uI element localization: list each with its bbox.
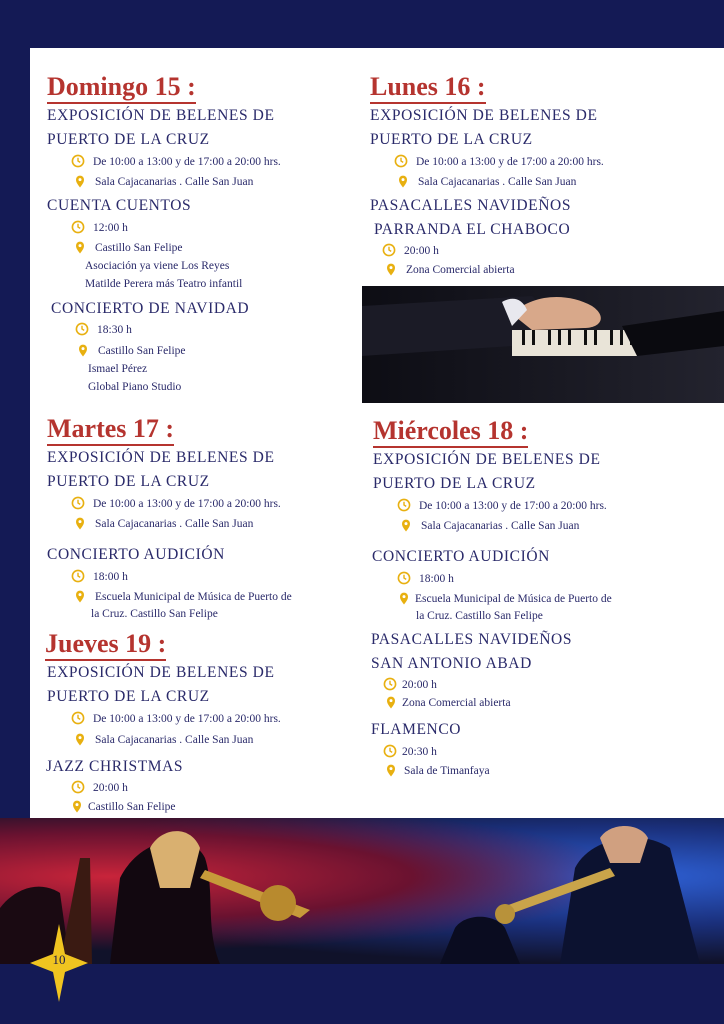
event-name-line2: PUERTO DE LA CRUZ <box>47 688 210 705</box>
clock-icon <box>397 571 411 585</box>
event-pasacalles <box>371 628 572 676</box>
event-place <box>70 798 176 816</box>
place-text: Castillo San Felipe <box>98 345 186 357</box>
place-text: Sala Cajacanarias . Calle San Juan <box>95 518 254 530</box>
place-text: Sala Cajacanarias . Calle San Juan <box>418 176 577 188</box>
event-name: CONCIERTO AUDICIÓN <box>47 546 225 563</box>
event-place <box>73 173 253 191</box>
clock-icon <box>397 498 411 512</box>
clock-icon <box>71 569 85 583</box>
event-name-line2: PUERTO DE LA CRUZ <box>370 131 533 148</box>
event-time <box>382 242 439 260</box>
time-text: De 10:00 a 13:00 y de 17:00 a 20:00 hrs. <box>93 498 281 510</box>
event-exposicion <box>373 448 601 496</box>
clock-icon <box>71 711 85 725</box>
day-block-domingo <box>47 72 196 104</box>
time-text: 12:00 h <box>93 222 128 234</box>
event-name: PASACALLES NAVIDEÑOS <box>370 197 572 214</box>
event-jazz <box>46 755 183 779</box>
location-pin-icon <box>73 589 87 603</box>
event-time <box>71 710 281 728</box>
event-name: EXPOSICIÓN DE BELENES DE <box>47 449 275 466</box>
event-name: CUENTA CUENTOS <box>47 197 192 214</box>
event-time <box>397 570 454 588</box>
event-place <box>384 762 490 780</box>
event-name: EXPOSICIÓN DE BELENES DE <box>47 107 275 124</box>
event-place <box>397 590 612 608</box>
time-text: De 10:00 a 13:00 y de 17:00 a 20:00 hrs. <box>419 500 607 512</box>
event-name: EXPOSICIÓN DE BELENES DE <box>47 664 275 681</box>
page-number: 10 <box>52 952 66 967</box>
event-place <box>384 694 511 712</box>
location-pin-icon <box>384 262 398 276</box>
time-text: 20:00 h <box>93 782 128 794</box>
event-name-line2: PARRANDA EL CHABOCO <box>374 221 571 238</box>
event-place <box>73 515 253 533</box>
place-text: Zona Comercial abierta <box>406 264 515 276</box>
event-name-line2: PUERTO DE LA CRUZ <box>47 131 210 148</box>
place-text: Sala Cajacanarias . Calle San Juan <box>95 176 254 188</box>
page-number-star <box>30 924 88 1002</box>
event-name-line2: SAN ANTONIO ABAD <box>371 655 532 672</box>
clock-icon <box>71 496 85 510</box>
place-text: Sala de Timanfaya <box>404 765 490 777</box>
location-pin-icon <box>397 591 411 605</box>
piano-photo <box>362 286 724 403</box>
event-place <box>384 261 515 279</box>
time-text: 20:30 h <box>402 746 437 758</box>
event-time <box>383 676 437 694</box>
event-name: JAZZ CHRISTMAS <box>46 758 184 775</box>
location-pin-icon <box>73 516 87 530</box>
event-name-line2: PUERTO DE LA CRUZ <box>47 473 210 490</box>
day-title: Miércoles 18 : <box>373 416 528 448</box>
event-place <box>76 342 186 360</box>
time-text: 20:00 h <box>402 679 437 691</box>
day-block-miercoles <box>373 416 528 448</box>
event-concierto-navidad <box>51 297 249 321</box>
event-time <box>71 495 281 513</box>
time-text: 18:00 h <box>419 573 454 585</box>
place-text: Escuela Municipal de Música de Puerto de <box>415 593 612 605</box>
clock-icon <box>383 744 397 758</box>
event-time <box>397 497 607 515</box>
event-cuenta-cuentos <box>47 194 191 218</box>
clock-icon <box>71 154 85 168</box>
event-time <box>394 153 604 171</box>
place-text: Zona Comercial abierta <box>402 697 511 709</box>
location-pin-icon <box>73 732 87 746</box>
place-text: Castillo San Felipe <box>88 801 176 813</box>
place-text: Sala Cajacanarias . Calle San Juan <box>421 520 580 532</box>
day-title: Jueves 19 : <box>45 629 166 661</box>
location-pin-icon <box>73 240 87 254</box>
location-pin-icon <box>399 518 413 532</box>
place-text: Castillo San Felipe <box>95 242 183 254</box>
event-place <box>73 239 183 257</box>
location-pin-icon <box>396 174 410 188</box>
event-place <box>73 588 292 606</box>
event-name: CONCIERTO AUDICIÓN <box>372 548 550 565</box>
event-time <box>71 219 128 237</box>
time-text: De 10:00 a 13:00 y de 17:00 a 20:00 hrs. <box>416 156 604 168</box>
event-time <box>71 153 281 171</box>
day-title: Lunes 16 : <box>370 72 486 104</box>
location-pin-icon <box>384 763 398 777</box>
event-name-line2: PUERTO DE LA CRUZ <box>373 475 536 492</box>
event-name: EXPOSICIÓN DE BELENES DE <box>373 451 601 468</box>
place-text-line2: la Cruz. Castillo San Felipe <box>91 608 218 620</box>
place-text-line2: la Cruz. Castillo San Felipe <box>416 610 543 622</box>
event-detail: Asociación ya viene Los Reyes <box>85 260 230 272</box>
event-concierto-audicion <box>47 543 225 567</box>
event-time <box>71 779 128 797</box>
location-pin-icon <box>73 174 87 188</box>
event-time <box>383 743 437 761</box>
time-text: De 10:00 a 13:00 y de 17:00 a 20:00 hrs. <box>93 713 281 725</box>
event-pasacalles <box>370 194 571 242</box>
event-place <box>399 517 579 535</box>
event-place <box>73 731 253 749</box>
event-detail: Global Piano Studio <box>88 381 182 393</box>
time-text: De 10:00 a 13:00 y de 17:00 a 20:00 hrs. <box>93 156 281 168</box>
musicians-photo <box>0 818 724 964</box>
event-exposicion <box>47 661 275 709</box>
clock-icon <box>383 677 397 691</box>
event-time <box>71 568 128 586</box>
event-exposicion <box>370 104 598 152</box>
day-title: Domingo 15 : <box>47 72 196 104</box>
event-name: PASACALLES NAVIDEÑOS <box>371 631 573 648</box>
day-block-jueves <box>45 629 166 661</box>
event-name: CONCIERTO DE NAVIDAD <box>51 300 250 317</box>
clock-icon <box>394 154 408 168</box>
event-exposicion <box>47 446 275 494</box>
day-title: Martes 17 : <box>47 414 174 446</box>
event-name: FLAMENCO <box>371 721 462 738</box>
day-block-lunes <box>370 72 486 104</box>
location-pin-icon <box>70 799 84 813</box>
location-pin-icon <box>384 695 398 709</box>
event-name: EXPOSICIÓN DE BELENES DE <box>370 107 598 124</box>
footer-band <box>0 964 724 1024</box>
event-detail: Matilde Perera más Teatro infantil <box>85 278 243 290</box>
event-flamenco <box>371 718 461 742</box>
event-time <box>75 321 132 339</box>
day-block-martes <box>47 414 174 446</box>
location-pin-icon <box>76 343 90 357</box>
time-text: 20:00 h <box>404 245 439 257</box>
clock-icon <box>75 322 89 336</box>
time-text: 18:00 h <box>93 571 128 583</box>
clock-icon <box>382 243 396 257</box>
place-text: Escuela Municipal de Música de Puerto de <box>95 591 292 603</box>
clock-icon <box>71 220 85 234</box>
time-text: 18:30 h <box>97 324 132 336</box>
clock-icon <box>71 780 85 794</box>
event-exposicion <box>47 104 275 152</box>
event-detail: Ismael Pérez <box>88 363 148 375</box>
place-text: Sala Cajacanarias . Calle San Juan <box>95 734 254 746</box>
event-place <box>396 173 576 191</box>
event-concierto-audicion <box>372 545 550 569</box>
